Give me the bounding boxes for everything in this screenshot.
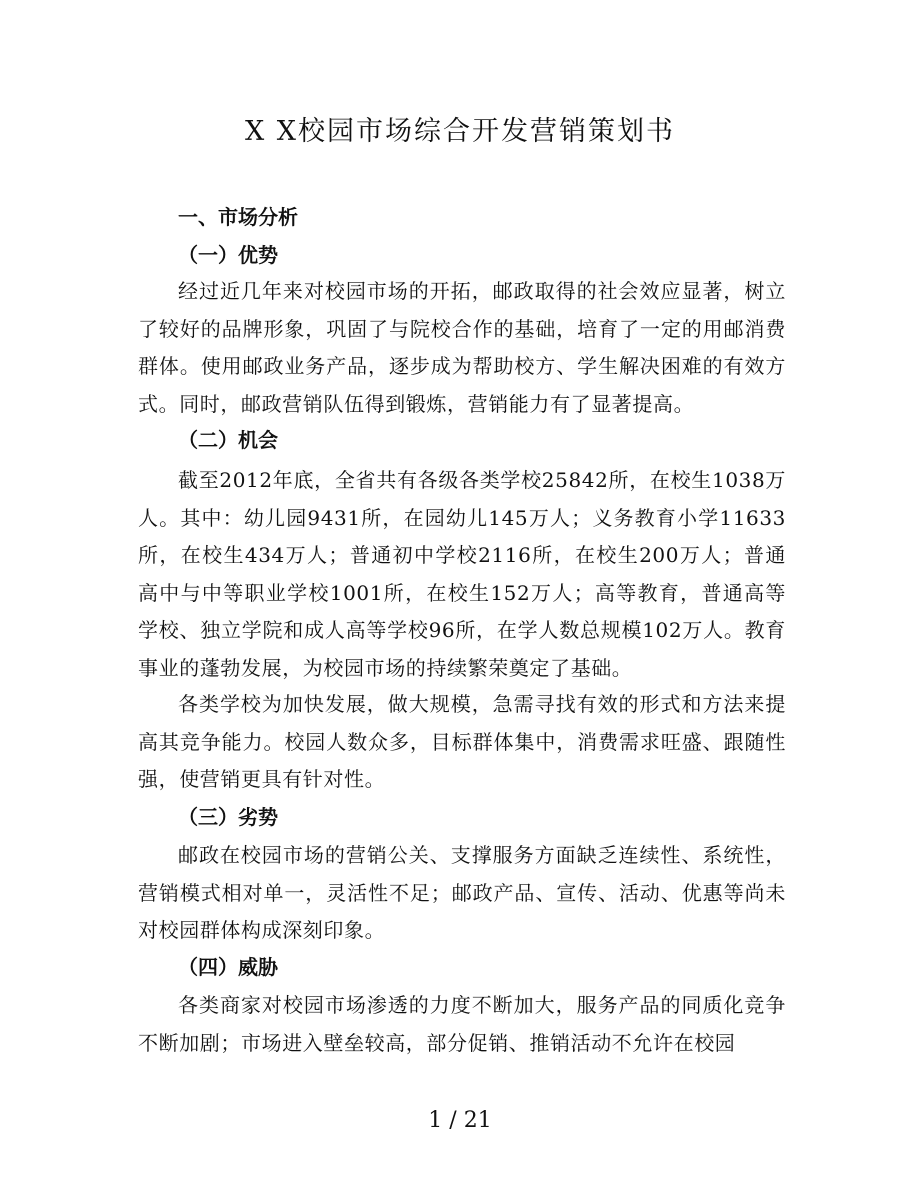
page-number-indicator: 1 / 21 xyxy=(428,1108,492,1133)
subheading-threats: （四）威胁 xyxy=(178,955,278,979)
document-title: X X校园市场综合开发营销策划书 xyxy=(244,116,676,147)
paragraph-opportunities-statistics: 截至2012年底，全省共有各级各类学校25842所，在校生1038万人。其中：幼儿园9431所，在园幼儿145万人；义务教育小学11633所，在校生434万人；普通初中学校2116所，在校生200万人；普通高中与中等职业学校1001所，在校生152万人；高等教育，普通高等学校、独立学院和成人高等学校96所，在学人数总规模102万人。教育事业的蓬勃发展，为校园市场的持续繁荣奠定了基础。 xyxy=(138,468,786,680)
section-heading-market-analysis: 一、市场分析 xyxy=(178,205,298,229)
paragraph-weaknesses: 邮政在校园市场的营销公关、支撑服务方面缺乏连续性、系统性，营销模式相对单一，灵活性不足；邮政产品、宣传、活动、优惠等尚未对校园群体构成深刻印象。 xyxy=(138,843,786,943)
subheading-weaknesses: （三）劣势 xyxy=(178,805,278,829)
subheading-strengths: （一）优势 xyxy=(178,243,278,267)
subheading-opportunities: （二）机会 xyxy=(178,428,278,452)
paragraph-strengths: 经过近几年来对校园市场的开拓，邮政取得的社会效应显著，树立了较好的品牌形象，巩固了与院校合作的基础，培育了一定的用邮消费群体。使用邮政业务产品，逐步成为帮助校方、学生解决困难的有效方式。同时，邮政营销队伍得到锻炼，营销能力有了显著提高。 xyxy=(138,279,786,416)
paragraph-threats: 各类商家对校园市场渗透的力度不断加大，服务产品的同质化竞争不断加剧；市场进入壁垒较高，部分促销、推销活动不允许在校园 xyxy=(138,993,786,1055)
paragraph-opportunities-competition: 各类学校为加快发展，做大规模，急需寻找有效的形式和方法来提高其竞争能力。校园人数众多，目标群体集中，消费需求旺盛、跟随性强，使营销更具有针对性。 xyxy=(138,692,786,792)
